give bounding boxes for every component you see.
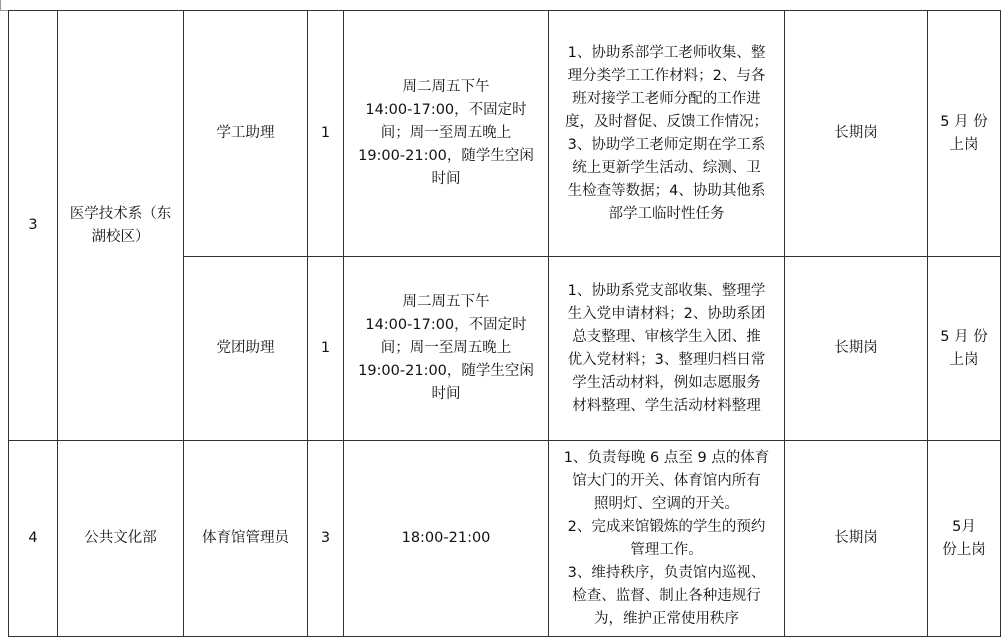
duty-text: 照明灯、空调的开关。 [594,495,739,512]
department-text: 公共文化部 [84,530,157,546]
start-text: 5 月 份 [940,328,988,345]
cell-start [928,11,1001,257]
time-text: 间；周一至周五晚上 [380,125,512,141]
cell-term [785,11,928,257]
duty-text: 2、完成来馆锻炼的学生的预约 [567,518,766,535]
start-text: 5 月 份 [940,113,988,130]
row-number: 3 [28,217,38,233]
table-row [9,441,1001,637]
time-text: 间；周一至周五晚上 [380,340,512,356]
position-count: 1 [320,125,331,141]
cell-duties [549,441,785,637]
cell-duties [549,11,785,257]
cell-term [785,257,928,441]
duty-text: 1、协助系党支部收集、整理学 [567,282,766,299]
duty-text: 材料整理、学生活动材料整理 [572,397,761,414]
cell-number [9,11,58,441]
duty-text: 学生活动材料，例如志愿服务 [572,374,761,391]
row-number: 4 [28,530,38,546]
position-count: 3 [320,530,331,546]
cell-count [308,441,344,637]
time-text: 19:00-21:00，随学生空闲 [358,148,534,164]
duty-text: 生检查等数据；4、协助其他系 [567,182,766,199]
page-corner-mark [0,10,8,11]
time-text: 周二周五下午 [402,79,490,95]
cell-position [184,441,308,637]
duty-text: 1、协助系部学工老师收集、整 [567,44,766,61]
duty-text: 3、协助学工老师定期在学工系 [567,136,766,153]
term-text: 长期岗 [834,530,878,546]
time-text: 14:00-17:00，不固定时 [365,317,527,333]
time-text: 14:00-17:00，不固定时 [365,102,527,118]
cell-number [9,441,58,637]
duty-text: 1、负责每晚 6 点至 9 点的体育 [563,449,770,466]
cell-duties [549,257,785,441]
cell-position [184,11,308,257]
cell-term [785,441,928,637]
duty-text: 理分类学工工作材料；2、与各 [567,67,766,84]
term-text: 长期岗 [834,125,878,141]
duty-text: 馆大门的开关、体育馆内所有 [572,472,761,489]
cell-start [928,257,1001,441]
cell-department [58,441,184,637]
department-text: 湖校区） [91,228,150,245]
cell-department [58,11,184,441]
position-name: 体育馆管理员 [202,530,289,546]
duty-text: 度，及时督促、反馈工作情况； [565,113,768,130]
cell-position [184,257,308,441]
duty-text: 检查、监督、制止各种违规行 [572,587,761,604]
table-row [9,11,1001,257]
time-text: 时间 [431,171,461,187]
position-name: 学工助理 [216,125,275,141]
duty-text: 优入党材料；3、整理归档日常 [567,351,766,368]
start-text: 5月 [952,518,976,535]
start-text: 上岗 [949,351,979,368]
term-text: 长期岗 [834,340,878,356]
page-corner-mark [0,0,1,10]
cell-count [308,11,344,257]
duty-text: 管理工作。 [630,541,703,558]
cell-count [308,257,344,441]
start-text: 上岗 [949,136,979,153]
duty-text: 总支整理、审核学生入团、推 [572,328,761,345]
duty-text: 3、维持秩序，负责馆内巡视、 [567,564,766,581]
cell-time [344,11,549,257]
time-text: 18:00-21:00 [401,530,491,546]
cell-start [928,441,1001,637]
cell-time [344,441,549,637]
department-text: 医学技术系（东 [69,205,172,222]
duty-text: 班对接学工老师分配的工作进 [572,90,761,107]
position-count: 1 [320,340,331,356]
time-text: 周二周五下午 [402,294,490,310]
position-table [8,10,1001,637]
start-text: 份上岗 [942,541,986,558]
position-name: 党团助理 [216,340,275,356]
cell-time [344,257,549,441]
duty-text: 统上更新学生活动、综测、卫 [572,159,761,176]
duty-text: 为，维护正常使用秩序 [594,610,739,627]
time-text: 19:00-21:00，随学生空闲 [358,363,534,379]
duty-text: 部学工临时性任务 [608,205,725,222]
duty-text: 生入党申请材料；2、协助系团 [567,305,766,322]
time-text: 时间 [431,386,461,402]
